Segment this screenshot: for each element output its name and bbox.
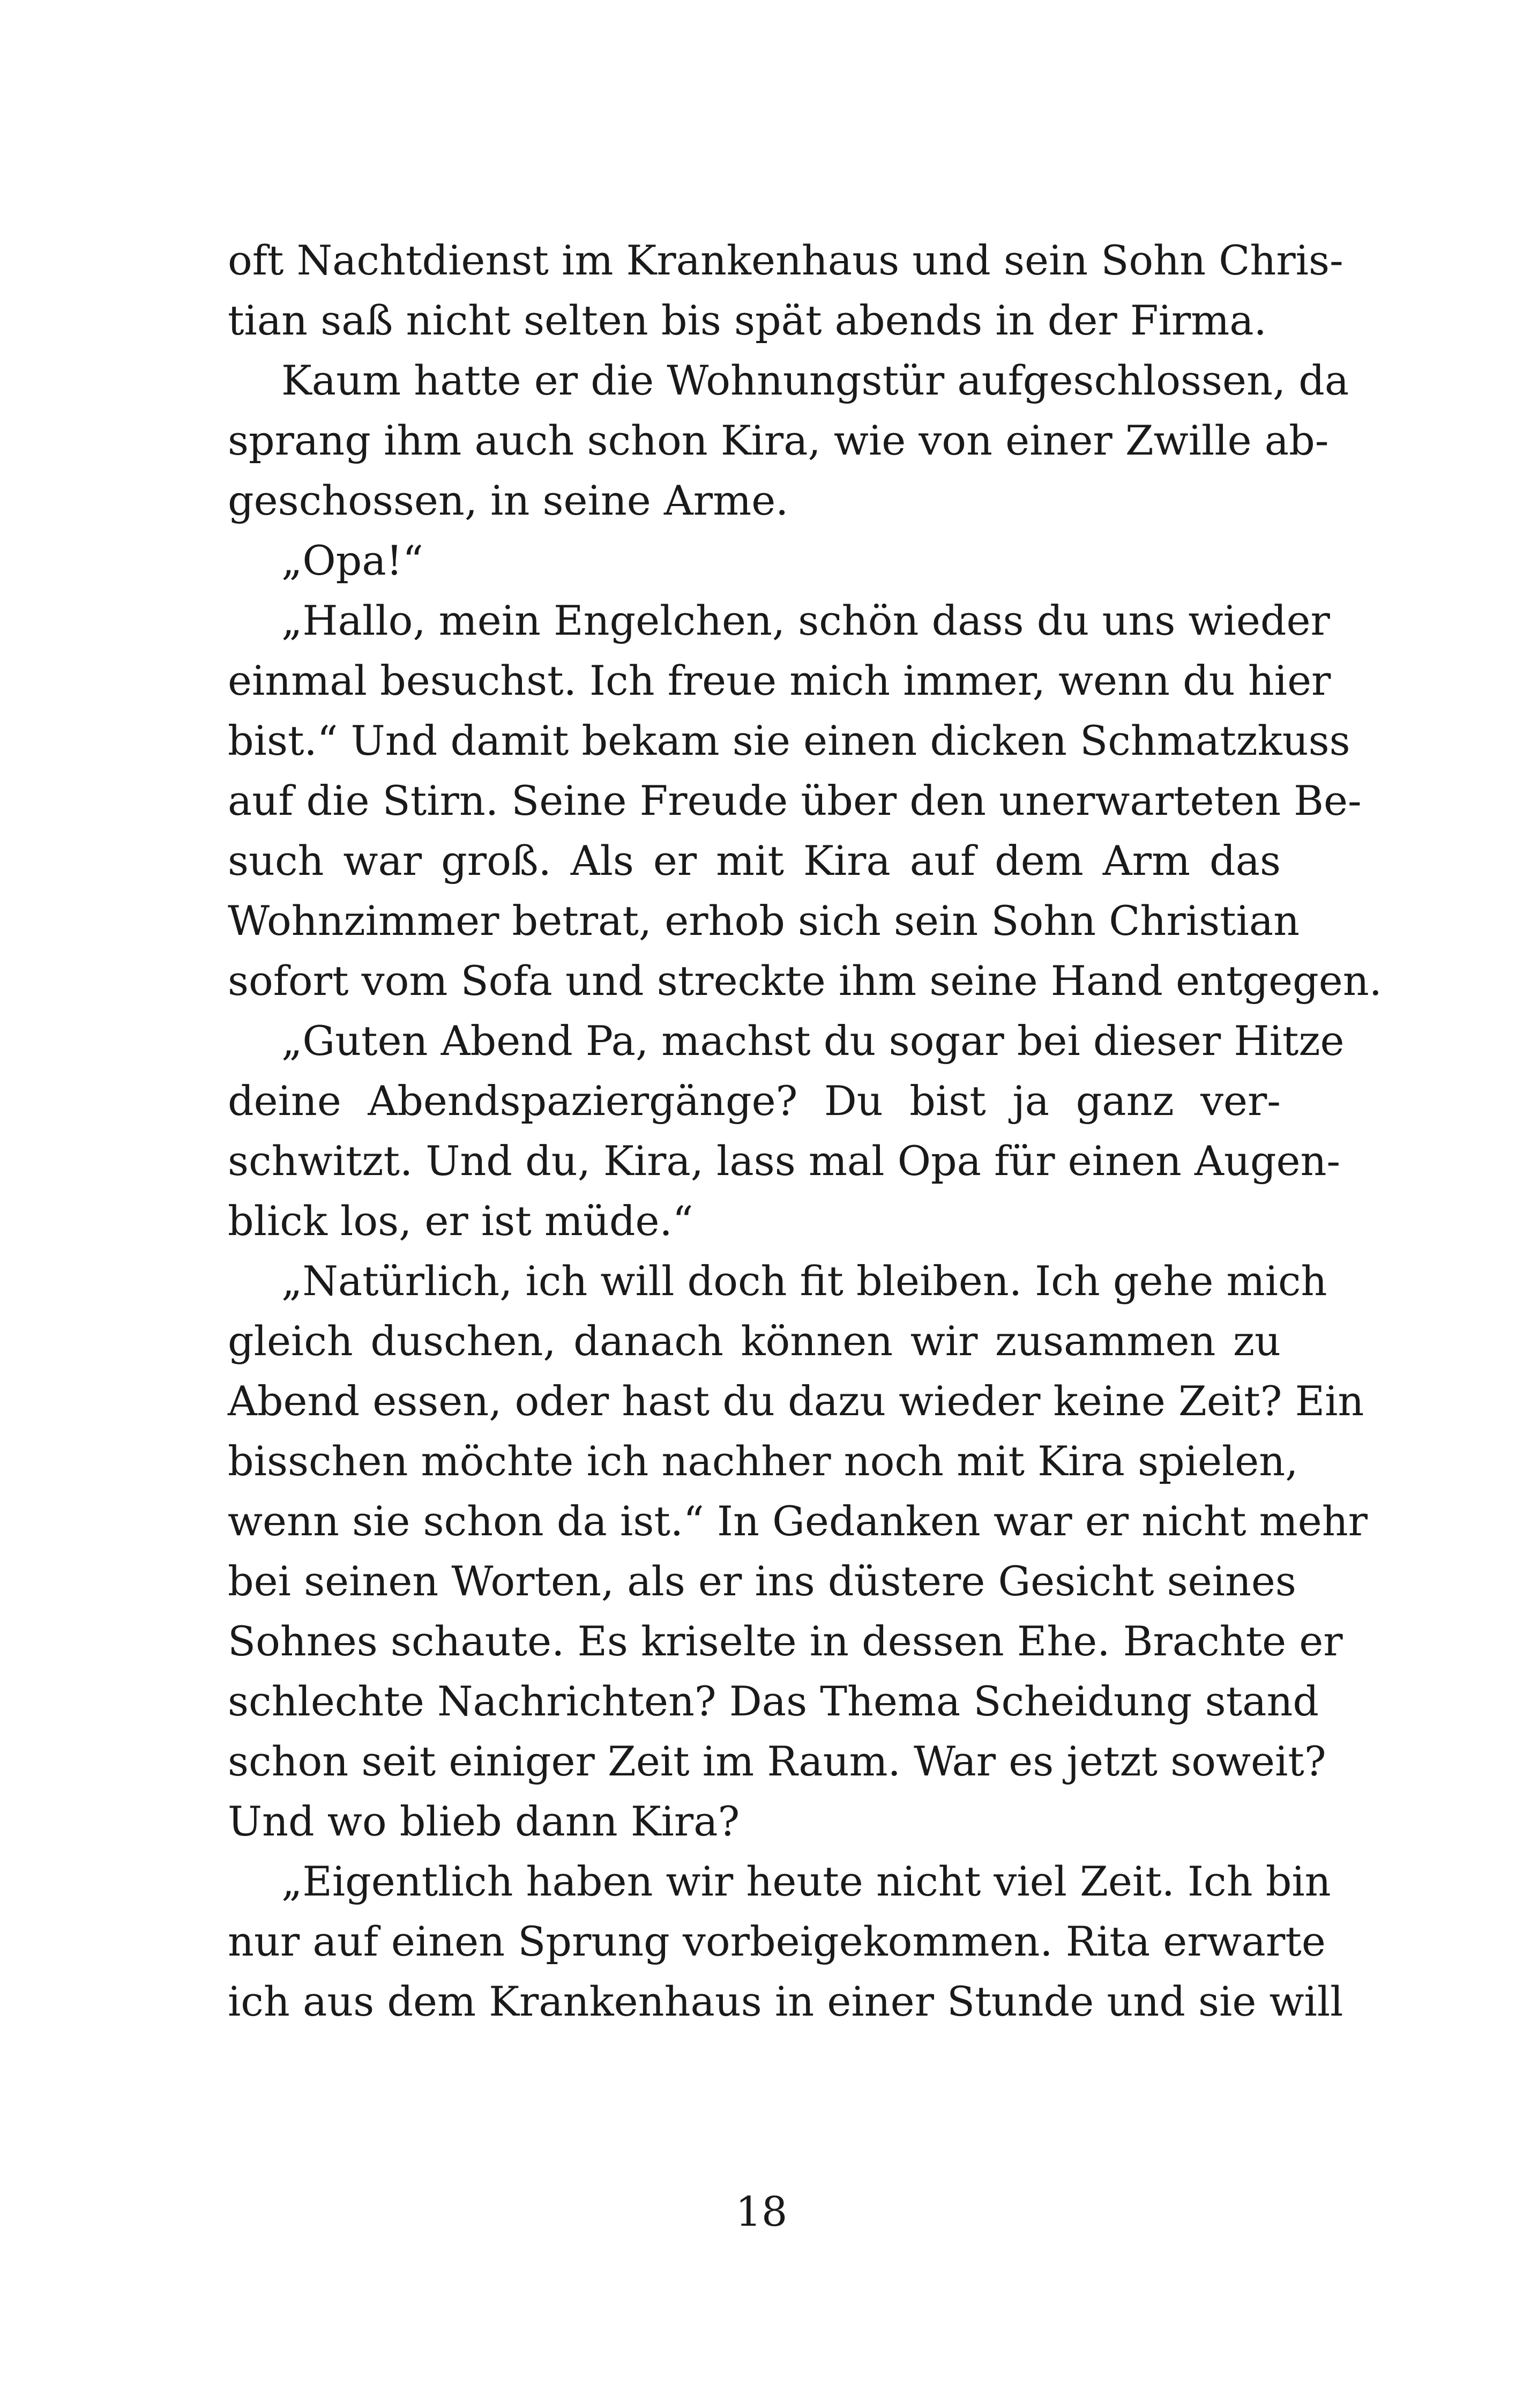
- text-line: sprang ihm auch schon Kira, wie von einer Zwille ab-: [228, 417, 1329, 464]
- text-line: „Opa!“: [281, 537, 424, 584]
- text-line: schwitzt. Und du, Kira, lass mal Opa für einen Augen-: [228, 1137, 1341, 1185]
- text-line: Sohnes schaute. Es kriselte in dessen Ehe. Brachte er: [228, 1617, 1343, 1665]
- text-line: nur auf einen Sprung vorbeigekommen. Rita erwarte: [228, 1918, 1326, 1965]
- text-line: blick los, er ist müde.“: [228, 1197, 693, 1245]
- text-line: bisschen möchte ich nachher noch mit Kira spielen,: [228, 1437, 1298, 1485]
- text-line: oft Nachtdienst im Krankenhaus und sein Sohn Chris-: [228, 236, 1343, 284]
- page-number: 18: [735, 2188, 788, 2235]
- text-line: Und wo blieb dann Kira?: [228, 1797, 740, 1845]
- text-line: schon seit einiger Zeit im Raum. War es jetzt soweit?: [228, 1737, 1326, 1785]
- text-line: „Hallo, mein Engelchen, schön dass du uns wieder: [281, 597, 1330, 644]
- text-line: deine Abendspaziergänge? Du bist ja ganz ver-: [228, 1077, 1281, 1125]
- text-line: Wohnzimmer betrat, erhob sich sein Sohn Christian: [228, 897, 1300, 945]
- text-line: „Guten Abend Pa, machst du sogar bei dieser Hitze: [281, 1017, 1345, 1065]
- text-line: Abend essen, oder hast du dazu wieder keine Zeit? Ein: [228, 1377, 1364, 1425]
- text-line: geschossen, in seine Arme.: [228, 477, 789, 524]
- text-line: ich aus dem Krankenhaus in einer Stunde und sie will: [228, 1978, 1343, 2025]
- text-line: bist.“ Und damit bekam sie einen dicken Schmatzkuss: [228, 717, 1350, 764]
- text-line: auf die Stirn. Seine Freude über den unerwarteten Be-: [228, 777, 1362, 824]
- text-line: schlechte Nachrichten? Das Thema Scheidung stand: [228, 1677, 1319, 1725]
- text-line: bei seinen Worten, als er ins düstere Gesicht seines: [228, 1557, 1296, 1605]
- text-line: wenn sie schon da ist.“ In Gedanken war er nicht mehr: [228, 1497, 1368, 1545]
- text-line: „Natürlich, ich will doch fit bleiben. Ich gehe mich: [281, 1257, 1327, 1305]
- text-line: gleich duschen, danach können wir zusammen zu: [228, 1317, 1281, 1365]
- body-text: [228, 231, 1382, 2032]
- text-line: sofort vom Sofa und streckte ihm seine Hand entgegen.: [228, 957, 1382, 1005]
- text-line: tian saß nicht selten bis spät abends in der Firma.: [228, 296, 1267, 344]
- text-line: einmal besuchst. Ich freue mich immer, wenn du hier: [228, 657, 1331, 704]
- text-line: Kaum hatte er die Wohnungstür aufgeschlossen, da: [281, 356, 1349, 404]
- text-line: „Eigentlich haben wir heute nicht viel Zeit. Ich bin: [281, 1857, 1331, 1905]
- text-line: such war groß. Als er mit Kira auf dem Arm das: [228, 837, 1281, 885]
